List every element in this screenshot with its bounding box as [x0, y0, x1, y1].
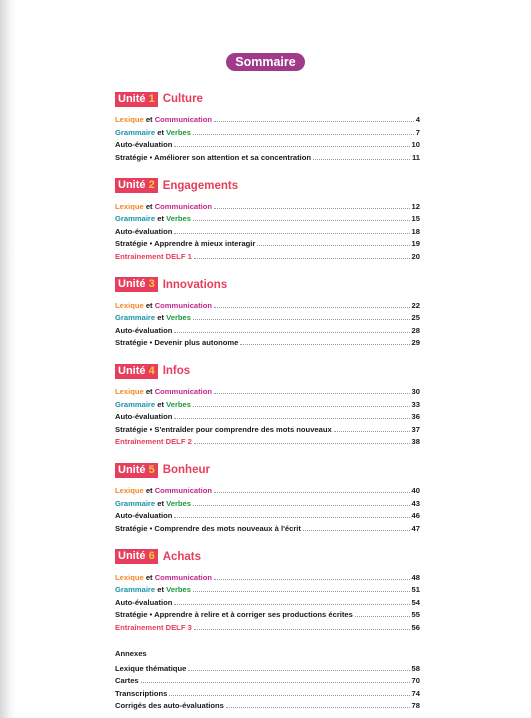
dot-leader [303, 530, 410, 531]
toc-entry[interactable] [115, 298, 420, 310]
toc-entry-label [115, 573, 212, 582]
dot-leader [214, 121, 414, 122]
dot-leader [214, 492, 409, 493]
toc-entry-text: Stratégie • Apprendre à mieux interagir [115, 239, 256, 249]
toc-entry[interactable] [115, 483, 420, 495]
toc-entry-text: et [155, 313, 167, 323]
toc-entry[interactable] [115, 149, 420, 161]
page-number: 56 [411, 622, 420, 632]
dot-leader [194, 629, 410, 630]
toc-entry-text: Grammaire [115, 313, 156, 323]
unit-header [115, 363, 420, 379]
toc-entry[interactable] [115, 124, 420, 136]
toc-entry-text: Grammaire [115, 498, 156, 508]
unit-name: Culture [162, 93, 203, 105]
toc-entry-text: et [143, 201, 155, 211]
dot-leader [257, 245, 409, 246]
unit-section [115, 462, 420, 533]
toc-entry-text: Grammaire [115, 585, 156, 595]
toc-entry-text: Verbes [166, 399, 192, 409]
dot-leader [313, 159, 410, 160]
toc-entry-label [115, 128, 191, 137]
toc-entry-label [115, 214, 191, 223]
toc-entry-label [115, 437, 192, 446]
toc-entry-label [115, 115, 212, 124]
toc-entry-text: Lexique [115, 486, 144, 496]
toc-entry-text: Stratégie • Devenir plus autonome [115, 338, 239, 348]
page-number: 74 [411, 688, 420, 698]
toc-entry-label [115, 585, 191, 594]
toc-entry-label [115, 202, 212, 211]
page-number: 54 [411, 597, 420, 607]
toc-entry-label [115, 486, 212, 495]
unit-tag [115, 549, 158, 564]
page-number: 15 [411, 214, 420, 224]
dot-leader [193, 406, 410, 407]
page-number: 43 [411, 498, 420, 508]
toc-entry-text: Auto-évaluation [115, 140, 173, 150]
toc-entry-text: Lexique [115, 387, 144, 397]
title-area [0, 53, 531, 71]
page-number: 38 [411, 437, 420, 447]
page-number: 33 [411, 399, 420, 409]
page-number: 48 [411, 572, 420, 582]
dot-leader [194, 443, 410, 444]
toc-entry-label [115, 499, 191, 508]
toc-entry-text: Verbes [166, 585, 192, 595]
dot-leader [174, 233, 409, 234]
toc-entry-text: Stratégie • Apprendre à relire et à corriger ses productions écrites [115, 610, 353, 620]
toc-entry[interactable] [115, 673, 420, 685]
unit-word: Unité [118, 179, 149, 192]
toc-entry-text: Stratégie • Améliorer son attention et sa concentration [115, 152, 312, 162]
toc-entry-text: Communication [154, 300, 213, 310]
toc-entry[interactable] [115, 698, 420, 710]
toc-entry-text: Entraînement DELF 3 [115, 622, 192, 632]
page-number: 58 [411, 663, 420, 673]
toc-entry-text: et [143, 387, 155, 397]
toc-entry[interactable] [115, 396, 420, 408]
toc-entry-label [115, 598, 172, 607]
unit-header [115, 178, 420, 194]
unit-header [115, 549, 420, 565]
toc-entry-text: Verbes [166, 498, 192, 508]
dot-leader [193, 591, 410, 592]
toc-entry[interactable] [115, 384, 420, 396]
unit-header [115, 277, 420, 293]
toc-entry-text: et [155, 498, 167, 508]
annexes-title: Annexes [115, 648, 147, 658]
unit-section [115, 277, 420, 348]
toc-entry[interactable] [115, 421, 420, 433]
toc-entry-text: Auto-évaluation [115, 511, 173, 521]
unit-section [115, 178, 420, 261]
toc-entry-text: Entraînement DELF 2 [115, 437, 192, 447]
dot-leader [193, 505, 410, 506]
unit-name: Achats [162, 550, 202, 563]
toc-entry-label [115, 227, 172, 236]
toc-entry-label [115, 252, 192, 261]
page-number: 70 [411, 676, 420, 686]
dot-leader [334, 431, 410, 432]
toc-entry[interactable] [115, 434, 420, 446]
toc-entry-text: Auto-évaluation [115, 325, 173, 335]
toc-entry[interactable] [115, 619, 420, 631]
unit-number: 1 [148, 92, 155, 105]
toc-entry-label [115, 511, 172, 520]
unit-section [115, 363, 420, 446]
toc-entry-text: Lexique [115, 201, 144, 211]
page-number: 30 [411, 387, 420, 397]
unit-tag [115, 178, 158, 193]
unit-number: 6 [148, 550, 155, 563]
dot-leader [193, 319, 410, 320]
toc-entry[interactable] [115, 508, 420, 520]
page-number: 10 [411, 140, 420, 150]
toc-entry-label: Transcriptions [115, 688, 168, 698]
dot-leader [174, 418, 409, 419]
annexes-section [115, 648, 420, 711]
page-number: 19 [411, 239, 420, 249]
dot-leader [174, 146, 409, 147]
unit-word: Unité [118, 278, 149, 291]
toc-entry-label [115, 239, 255, 248]
page-edge-shadow [0, 0, 16, 718]
dot-leader [214, 208, 409, 209]
unit-number: 2 [148, 179, 155, 192]
dot-leader [214, 307, 409, 308]
page-number: 22 [411, 300, 420, 310]
toc-entry-text: Auto-évaluation [115, 226, 173, 236]
page-number: 78 [411, 701, 420, 711]
unit-number: 3 [148, 278, 155, 291]
toc-entry-text: et [143, 300, 155, 310]
toc-entry-text: Lexique [115, 115, 144, 125]
toc-entry-label [115, 400, 191, 409]
page-number: 29 [411, 338, 420, 348]
toc-entry-text: Auto-évaluation [115, 597, 173, 607]
dot-leader [174, 332, 409, 333]
unit-word: Unité [118, 92, 149, 105]
page-number: 40 [411, 486, 420, 496]
toc-entry[interactable] [115, 520, 420, 532]
toc-entry-label [115, 412, 172, 421]
page-number: 55 [411, 610, 420, 620]
toc-entry-label: Corrigés des auto-évaluations [115, 701, 224, 711]
toc-entry-label [115, 425, 332, 434]
toc-entry-text: Lexique [115, 572, 144, 582]
toc-entry[interactable] [115, 661, 420, 673]
unit-tag [115, 277, 158, 292]
page-number: 12 [411, 201, 420, 211]
toc-entry-text: et [143, 115, 155, 125]
toc-entry-text: Communication [154, 201, 213, 211]
toc-entry-text: Stratégie • Comprendre des mots nouveaux à l'écrit [115, 523, 301, 533]
toc-entry-label: Lexique thématique [115, 663, 187, 673]
unit-name: Engagements [162, 179, 239, 192]
unit-number: 4 [148, 364, 155, 377]
toc-entry-label [115, 301, 212, 310]
dot-leader [193, 134, 414, 135]
table-of-contents [115, 91, 420, 710]
dot-leader [188, 670, 409, 671]
toc-entry[interactable] [115, 112, 420, 124]
toc-entry-text: Communication [154, 387, 213, 397]
toc-entry[interactable] [115, 199, 420, 211]
toc-entry-text: et [155, 399, 167, 409]
toc-entry-label [115, 338, 238, 347]
page-number: 20 [411, 251, 420, 261]
unit-tag [115, 92, 158, 107]
dot-leader [174, 604, 409, 605]
toc-entry[interactable] [115, 594, 420, 606]
page-number: 37 [411, 424, 420, 434]
dot-leader [194, 258, 410, 259]
toc-entry-text: et [143, 486, 155, 496]
toc-entry-text: et [155, 585, 167, 595]
toc-entry-label [115, 153, 311, 162]
toc-entry[interactable] [115, 310, 420, 322]
dot-leader [193, 220, 410, 221]
page-number: 28 [411, 325, 420, 335]
toc-entry-label [115, 623, 192, 632]
toc-entry[interactable] [115, 137, 420, 149]
page-number: 46 [411, 511, 420, 521]
toc-entry-text: et [155, 127, 167, 137]
toc-entry-text: Lexique [115, 300, 144, 310]
toc-entry[interactable] [115, 211, 420, 223]
toc-entry-label [115, 610, 353, 619]
toc-entry-text: Entraînement DELF 1 [115, 251, 192, 261]
toc-entry[interactable] [115, 248, 420, 260]
toc-entry-label [115, 524, 301, 533]
toc-entry-text: et [155, 214, 167, 224]
toc-entry-text: Communication [154, 115, 213, 125]
toc-entry[interactable] [115, 322, 420, 334]
unit-header [115, 462, 420, 478]
toc-entry[interactable] [115, 607, 420, 619]
dot-leader [214, 579, 409, 580]
unit-word: Unité [118, 550, 149, 563]
page-number: 47 [411, 523, 420, 533]
page-number: 36 [411, 412, 420, 422]
toc-entry-text: Grammaire [115, 214, 156, 224]
toc-entry-label [115, 313, 191, 322]
toc-entry-text: et [143, 572, 155, 582]
dot-leader [226, 707, 410, 708]
toc-entry-label [115, 140, 172, 149]
toc-entry-label [115, 387, 212, 396]
toc-entry[interactable] [115, 409, 420, 421]
toc-entry[interactable] [115, 495, 420, 507]
page-number: 11 [411, 152, 420, 162]
toc-entry-text: Stratégie • S'entraîder pour comprendre des mots nouveaux [115, 424, 332, 434]
toc-entry[interactable] [115, 582, 420, 594]
unit-word: Unité [118, 364, 149, 377]
toc-entry-text: Verbes [166, 214, 192, 224]
unit-name: Infos [162, 365, 191, 378]
page-number: 7 [415, 127, 420, 137]
unit-header [115, 91, 420, 107]
toc-entry[interactable] [115, 223, 420, 235]
unit-tag [115, 463, 158, 478]
dot-leader [169, 695, 409, 696]
toc-entry-label [115, 326, 172, 335]
unit-word: Unité [118, 463, 149, 476]
page-title: Sommaire [226, 53, 304, 71]
toc-entry-text: Communication [154, 572, 213, 582]
toc-entry-text: Grammaire [115, 399, 156, 409]
toc-entry-text: Auto-évaluation [115, 412, 173, 422]
dot-leader [240, 344, 409, 345]
page-number: 25 [411, 313, 420, 323]
unit-section [115, 91, 420, 162]
page-number: 4 [415, 115, 420, 125]
toc-entry-text: Communication [154, 486, 213, 496]
toc-entry[interactable] [115, 570, 420, 582]
toc-entry-text: Verbes [166, 313, 192, 323]
toc-entry[interactable] [115, 236, 420, 248]
unit-number: 5 [148, 463, 155, 476]
toc-entry[interactable] [115, 685, 420, 697]
toc-entry-text: Verbes [166, 127, 192, 137]
dot-leader [214, 393, 409, 394]
page-number: 51 [411, 585, 420, 595]
dot-leader [174, 517, 409, 518]
unit-name: Bonheur [162, 464, 210, 477]
unit-section [115, 549, 420, 632]
dot-leader [141, 682, 410, 683]
unit-tag [115, 364, 158, 379]
toc-entry[interactable] [115, 335, 420, 347]
dot-leader [355, 616, 410, 617]
page-number: 18 [411, 226, 420, 236]
toc-entry-label: Cartes [115, 676, 139, 686]
toc-entry-text: Grammaire [115, 127, 156, 137]
unit-name: Innovations [162, 278, 228, 291]
